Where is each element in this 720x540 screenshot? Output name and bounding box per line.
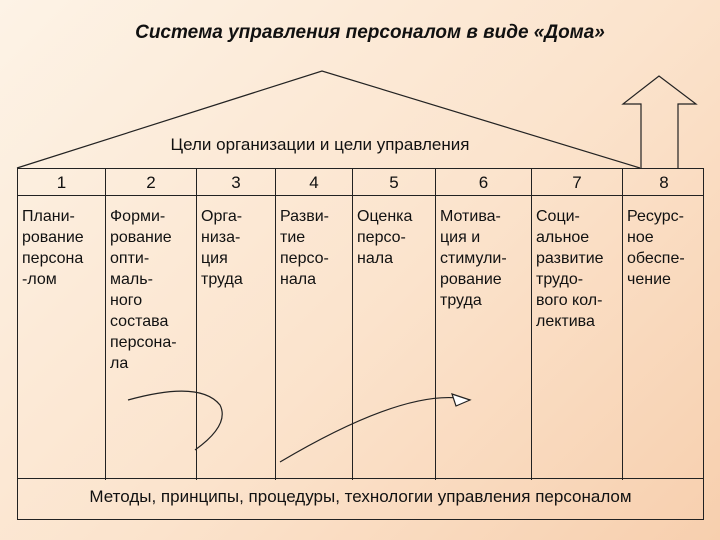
pillar-text: Разви- тие персо- нала xyxy=(280,208,329,288)
pillar-number: 2 xyxy=(146,173,156,192)
pillar-number: 7 xyxy=(572,173,582,192)
pillar-number: 5 xyxy=(389,173,399,192)
pillar-text: Плани- рование персона -лом xyxy=(22,208,84,288)
pillar-text: Орга- низа- ция труда xyxy=(201,208,243,288)
pillar-text: Ресурс- ное обеспе- чение xyxy=(627,208,685,288)
foundation-label: Методы, принципы, процедуры, технологии управления персоналом xyxy=(18,478,703,519)
pillar-number: 1 xyxy=(56,173,67,192)
pillar-text: Соци- альное развитие трудо- вого кол- лектива xyxy=(536,208,604,330)
pillar-text: Форми- рование опти- маль- ного состава персона- ла xyxy=(110,208,177,372)
roof-label: Цели организации и цели управления xyxy=(170,135,470,154)
pillar-text: Оценка персо- нала xyxy=(357,208,413,267)
pillar-number: 3 xyxy=(231,173,241,192)
pillar-number: 4 xyxy=(309,173,319,192)
pillar-number: 8 xyxy=(659,173,669,192)
pillar-text: Мотива- ция и стимули- рование труда xyxy=(440,208,507,309)
diagram-title: Система управления персоналом в виде «Дома» xyxy=(135,22,605,43)
pillar-number: 6 xyxy=(478,173,489,192)
